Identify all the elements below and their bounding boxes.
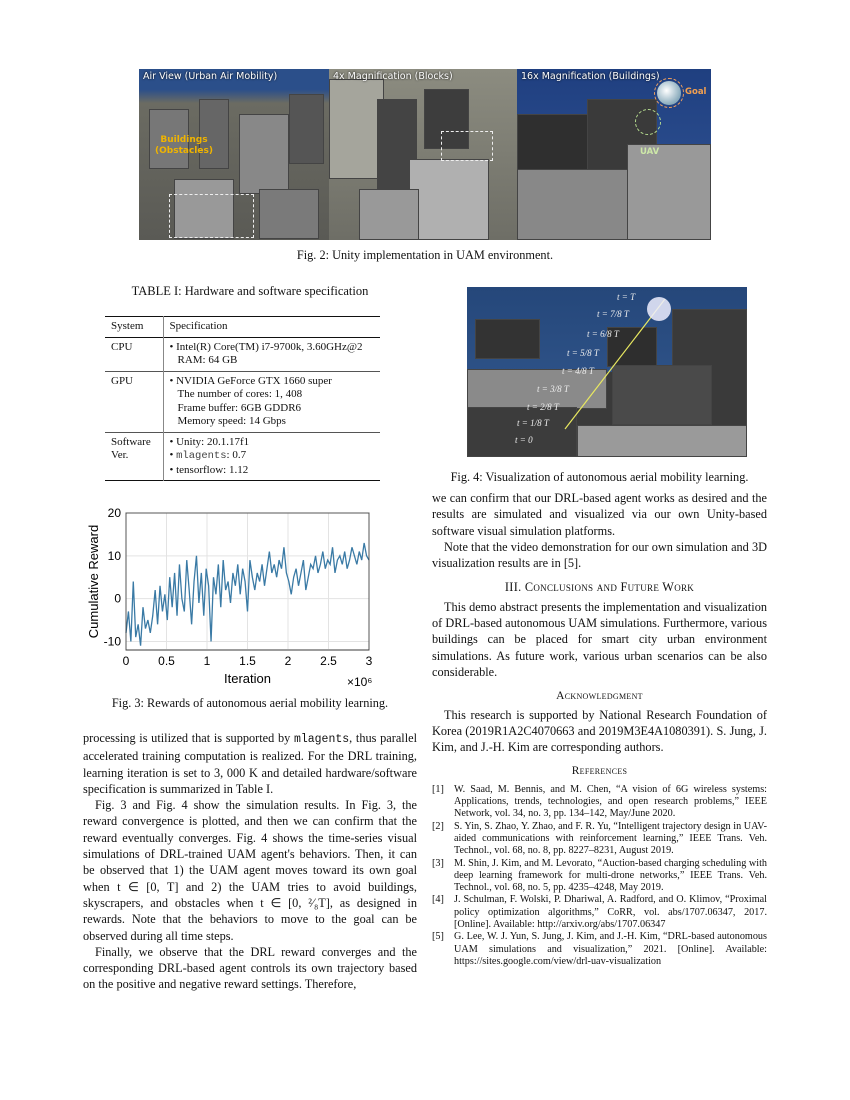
goal-label: Goal [685,87,707,97]
system-cell: CPU [105,337,163,371]
x-tick-label: 1.5 [239,654,256,668]
reference-item [432,784,767,821]
ref-number: [4] [432,894,444,906]
y-tick-label: -10 [103,634,121,649]
x-tick-label: 1 [203,654,211,668]
ref-number: [3] [432,857,444,869]
reference-item [432,894,767,931]
fig2-image [139,69,711,240]
time-label: t = 5/8 T [567,348,599,358]
references-heading: References [571,765,628,778]
system-cell: Software Ver. [105,432,163,481]
uav-label: UAV [640,147,660,157]
reference-item [432,821,767,858]
time-label: t = 1/8 T [517,418,549,428]
y-tick-label: 20 [107,506,121,520]
spec-table [105,316,380,481]
panel-label: Air View (Urban Air Mobility) [143,71,278,82]
spec-cell: • Intel(R) Core(TM) i7-9700k, 3.60GHz@2 RAM: 64 GB [169,340,363,366]
panel-label: 4x Magnification (Blocks) [333,71,453,82]
ref-text: S. Yin, S. Zhao, Y. Zhao, and F. R. Yu, “Intelligent trajectory design in UAV-aided communications with reinforcement learning,” IEEE Trans. Veh. Technol., vol. 68, no. 8, pp. 8227–8231, August 2019. [454,820,767,857]
time-label: t = 2/8 T [527,402,559,412]
reference-item [432,931,767,968]
panel-label: 16x Magnification (Buildings) [521,71,660,82]
table-title: TABLE I: Hardware and software specification [131,284,369,298]
fig3-caption: Fig. 3: Rewards of autonomous aerial mobility learning. [111,696,389,710]
section-heading: III. Conclusions and Future Work [504,580,695,595]
x-tick-label: 0 [122,654,130,668]
y-tick-label: 0 [114,591,121,606]
time-label: t = T [617,292,636,302]
x-multiplier-label: ×10⁶ [347,675,373,689]
x-tick-label: 0.5 [158,654,175,668]
fig4-image [467,287,747,457]
air-view-panel [139,69,329,240]
paragraph: This demo abstract presents the implementation and visualization of DRL-based autonomous UAM simulations. Furthermore, various buildings can be placed for smart city urban environment simulations. As future work, various urban scenarios can be also considerable. [432,599,767,679]
y-tick-label: 10 [107,548,121,563]
x-tick-label: 3 [365,654,373,668]
acknowledgment-heading: Acknowledgment [556,690,643,703]
time-label: t = 0 [515,435,533,445]
goal-sphere-icon [657,81,681,105]
table-row [105,337,380,371]
paragraph: Finally, we observe that the DRL reward converges and the corresponding DRL-based agent controls its own trajectory based on the positive and negative reward settings. Therefore, [83,944,417,992]
references-list [432,784,767,968]
paragraph: Note that the video demonstration for our own simulation and 3D visualization results are in [5]. [432,539,767,571]
uav-marker-icon [635,109,661,135]
time-label: t = 3/8 T [537,384,569,394]
buildings-label: Buildings (Obstacles) [155,135,213,156]
table-header-row [105,317,380,338]
time-label: t = 4/8 T [562,366,594,376]
paragraph: Fig. 3 and Fig. 4 show the simulation results. In Fig. 3, the reward convergence is plotted, and then we can confirm that the reward eventually converges. Fig. 4 shows the time-series visual simulations of DRL-trained UAM agent's behaviors. Then, it can be observed that 1) the UAM agent moves toward its own goal when t ∈ [0, T] and 2) the UAM tries to avoid buildings, skyscrapers, and obstacles when t ∈ [0, ²⁄₈T], as designed in rewards. Note that the behaviors to move to the goal can be observed during all time steps. [83,798,417,943]
fig2-caption: Fig. 2: Unity implementation in UAM environment. [296,248,554,262]
ref-text: M. Shin, J. Kim, and M. Levorato, “Auction-based charging scheduling with deep learning framework for multi-drone networks,” IEEE Trans. Veh. Technol., vol. 68, no. 5, pp. 4235–4248, May 2019. [454,857,767,894]
x-tick-label: 2 [284,654,292,668]
header-cell: Specification [169,320,228,332]
left-body-text [83,730,417,993]
time-label: t = 6/8 T [587,329,619,339]
ref-number: [2] [432,820,444,832]
ref-text: G. Lee, W. J. Yun, S. Jung, J. Kim, and J.-H. Kim, “DRL-based autonomous UAM simulations and visualization,” 2021. [Online]. Available: https://sites.google.com/view/drl-uav-visualization [454,931,767,967]
paragraph: we can confirm that our DRL-based agent works as desired and the results are simulated and visualized via our own Unity-based software visual simulation platforms. [432,491,767,538]
ref-number: [1] [432,783,444,795]
paragraph: This research is supported by National Research Foundation of Korea (2019R1A2C4070663 and 2019M3E4A1080391). S. Jung, J. Kim, and J.-H. Kim are corresponding authors. [432,707,767,755]
y-axis-label: Cumulative Reward [86,524,101,639]
reward-chart [80,500,410,690]
system-cell: GPU [105,371,163,432]
right-body-text [432,490,767,968]
ref-text: W. Saad, M. Bennis, and M. Chen, “A vision of 6G wireless systems: Applications, trends, technologies, and open research problems,” IEEE Network, vol. 34, no. 3, pp. 134–142, May/June 2020. [454,783,767,820]
reference-item [432,858,767,895]
ref-text: J. Schulman, F. Wolski, P. Dhariwal, A. Radford, and O. Klimov, “Proximal policy optimization algorithms,” CoRR, vol. abs/1707.06347, 2017. [Online]. Available: http://arxiv.org/abs/1707.06347 [454,894,767,931]
buildings-panel [517,69,711,240]
time-label: t = 7/8 T [597,309,629,319]
x-axis-label: Iteration [224,671,271,686]
x-tick-label: 2.5 [320,654,337,668]
ref-number: [5] [432,931,444,943]
paragraph: processing is utilized that is supported by mlagents, thus parallel accelerated training computation is realized. For the DRL training, learning iteration is set to 3, 000 K and detailed hardware/software specification is summarized in Table I. [83,731,417,796]
table-row [105,432,380,481]
fig4-caption: Fig. 4: Visualization of autonomous aerial mobility learning. [450,470,749,484]
spec-cell: • NVIDIA GeForce GTX 1660 super The number of cores: 1, 408 Frame buffer: 6GB GDDR6 Memory speed: 14 Gbps [169,374,332,427]
header-cell: System [105,317,163,338]
blocks-panel [329,69,517,240]
spec-cell: • Unity: 20.1.17f1 • mlagents: 0.7 • tensorflow: 1.12 [169,435,250,476]
table-row [105,371,380,432]
